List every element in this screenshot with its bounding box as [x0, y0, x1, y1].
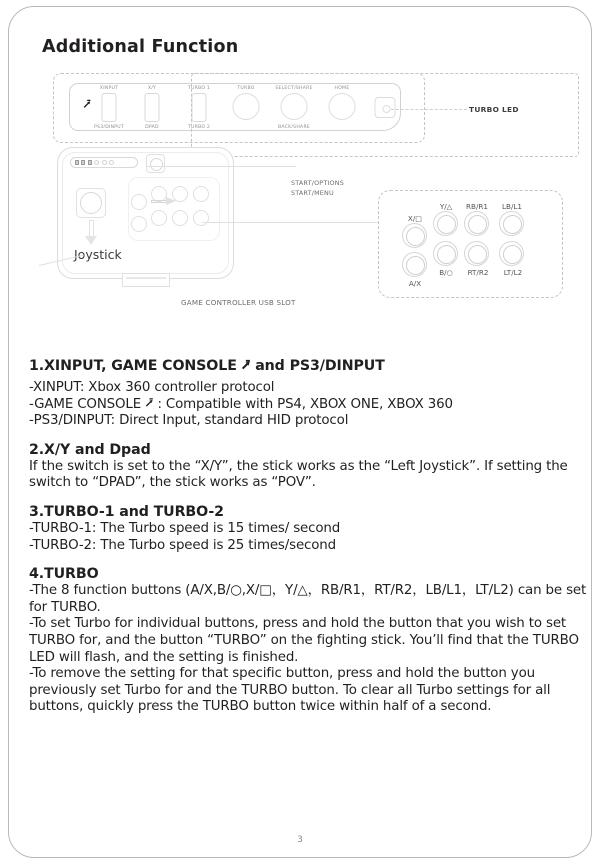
led-square-2 [81, 160, 85, 165]
gamepad-icon-inline: ⭷ [145, 396, 154, 412]
callout-usb-slot: GAME CONTROLLER USB SLOT [181, 298, 296, 307]
section-line: -To set Turbo for individual buttons, press and hold the button that you wish to set TURBO for, and the button “TURBO” on the fighting stick. You’ll find that the TURBO LED will flash, and the setting is finished. [29, 616, 579, 665]
callout-turbo-led: TURBO LED [469, 105, 519, 114]
section-heading-turbo-speeds: 3.TURBO-1 and TURBO-2 [29, 503, 224, 520]
map-label-y: Y/△ [439, 202, 453, 211]
section-turbo [29, 566, 595, 716]
map-label-rb: RB/R1 [466, 202, 488, 211]
action-button-cluster [128, 177, 220, 241]
joystick-ball[interactable] [80, 192, 102, 214]
heading-xinput-pre: 1.XINPUT, GAME CONSOLE [29, 358, 242, 374]
led-circle-2 [102, 160, 107, 165]
joystick-plate[interactable] [76, 188, 106, 218]
section-line: -TURBO-1: The Turbo speed is 15 times/ second [29, 520, 341, 536]
map-label-lt: LT/L2 [503, 268, 523, 277]
heading-xinput-post: and PS3/DINPUT [250, 358, 385, 374]
map-button-y[interactable] [433, 211, 458, 236]
switch-xy-dpad[interactable] [145, 93, 160, 122]
map-label-lb: LB/L1 [502, 202, 522, 211]
button-label-home: HOME [334, 86, 350, 91]
arcade-fight-stick-diagram [39, 69, 579, 341]
section-line: -XINPUT: Xbox 360 controller protocol [29, 380, 275, 395]
usb-slot-port [122, 273, 170, 287]
turbo-led-callout-frame [191, 73, 579, 157]
start-options-button[interactable] [146, 154, 165, 173]
button-layout-map [378, 190, 563, 298]
action-button-b[interactable] [151, 210, 167, 226]
switch-label-xy: X/Y [147, 86, 157, 91]
section-line: -GAME CONSOLE ⭷ : Compatible with PS4, XBOX ONE, XBOX 360 [29, 396, 453, 412]
callout-joystick: Joystick [74, 247, 122, 262]
action-button-x[interactable] [131, 194, 147, 210]
start-leader-line [146, 166, 296, 167]
map-label-rt: RT/R2 [467, 268, 489, 277]
switch-xinput-ps3[interactable] [102, 93, 117, 122]
button-label-back-share: BACK/SHARE [277, 125, 311, 130]
map-button-lt[interactable] [499, 241, 524, 266]
joystick-pointer-arrow [85, 220, 97, 246]
map-label-a: A/X [408, 279, 422, 288]
callout-start-options: START/OPTIONS [291, 179, 345, 187]
map-label-b: B/○ [439, 268, 453, 277]
section-xy-dpad [29, 442, 595, 492]
switch-label-turbo1: TURBO 1 [187, 86, 211, 91]
section-line: -PS3/DINPUT: Direct Input, standard HID protocol [29, 413, 349, 429]
page-title: Additional Function [42, 37, 239, 57]
section-heading-xinput [29, 355, 595, 379]
action-button-lb[interactable] [193, 186, 209, 202]
map-button-lb[interactable] [499, 211, 524, 236]
page-number: 3 [297, 835, 303, 845]
manual-page [8, 6, 592, 858]
section-line: -TURBO-2: The Turbo speed is 25 times/second [29, 537, 336, 553]
switch-label-xinput: XINPUT [99, 86, 119, 91]
button-map-leader-line [202, 222, 378, 223]
usb-slot-pointer-arrow [151, 197, 177, 206]
gamepad-icon-heading: ⭷ [241, 358, 251, 374]
map-button-x[interactable] [402, 223, 427, 248]
map-button-a[interactable] [402, 252, 427, 277]
section-line: -The 8 function buttons (A/X,B/○,X/□，Y/△，RB/R1，RT/R2，LB/L1，LT/L2) can be set for TURBO. [29, 583, 587, 615]
section-heading-xy-dpad: 2.X/Y and Dpad [29, 441, 151, 458]
led-indicator-strip [70, 157, 138, 168]
switch-label-dpad: DPAD [145, 125, 159, 130]
map-label-x: X/□ [407, 214, 423, 223]
led-square-1 [75, 160, 79, 165]
led-square-3 [88, 160, 92, 165]
map-button-rt[interactable] [464, 241, 489, 266]
action-button-rt[interactable] [172, 210, 188, 226]
callout-start-menu: START/MENU [291, 189, 334, 197]
switch-label-turbo2: TURBO 2 [187, 125, 211, 130]
action-button-lt[interactable] [193, 210, 209, 226]
led-circle-3 [109, 160, 114, 165]
button-label-turbo: TURBO [237, 86, 255, 91]
map-button-rb[interactable] [464, 211, 489, 236]
section-xinput [29, 355, 595, 430]
instructions-body [29, 355, 595, 728]
switch-label-ps3dinput: PS3/DINPUT [94, 125, 124, 130]
section-line: If the switch is set to the “X/Y”, the stick works as the “Left Joystick”. If setting the switch to “DPAD”, the stick works as “POV”. [29, 458, 568, 491]
section-line: -To remove the setting for that specific button, press and hold the button you previously set Turbo for and the TURBO button. To clear all Turbo settings for all buttons, quickly press the TURBO button twice within half of a second. [29, 666, 551, 715]
action-button-a[interactable] [131, 216, 147, 232]
gamepad-icon: ⭷ [82, 98, 92, 113]
button-label-select-share: SELECT/SHARE [275, 86, 313, 91]
map-button-b[interactable] [433, 241, 458, 266]
led-circle-1 [94, 160, 99, 165]
section-heading-turbo: 4.TURBO [29, 566, 99, 583]
section-turbo-speeds [29, 504, 595, 554]
